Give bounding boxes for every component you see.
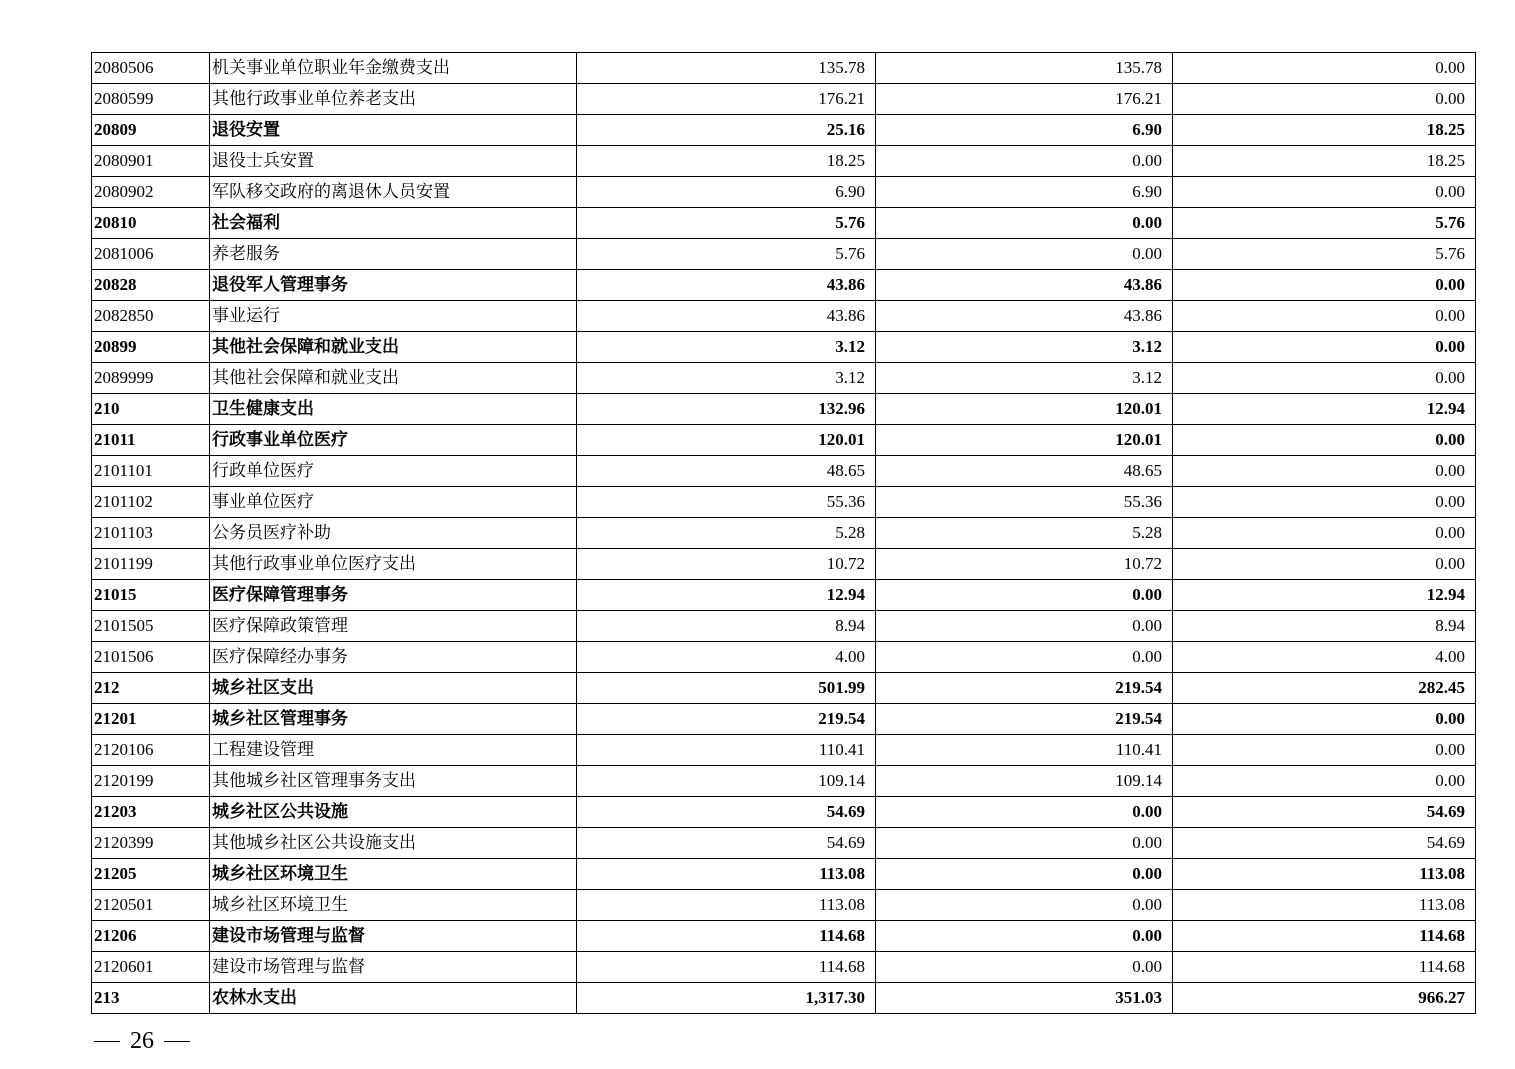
cell-name: 城乡社区支出 <box>210 673 577 704</box>
table-row <box>92 797 1476 828</box>
cell-basic: 0.00 <box>876 952 1173 983</box>
table-row <box>92 146 1476 177</box>
cell-project: 0.00 <box>1173 549 1476 580</box>
cell-code: 2082850 <box>92 301 210 332</box>
table-row <box>92 549 1476 580</box>
cell-total: 55.36 <box>577 487 876 518</box>
cell-basic: 0.00 <box>876 239 1173 270</box>
cell-total: 6.90 <box>577 177 876 208</box>
cell-basic: 0.00 <box>876 859 1173 890</box>
cell-total: 5.28 <box>577 518 876 549</box>
table-row <box>92 115 1476 146</box>
cell-total: 54.69 <box>577 828 876 859</box>
cell-name: 其他城乡社区管理事务支出 <box>210 766 577 797</box>
cell-name: 卫生健康支出 <box>210 394 577 425</box>
table-row <box>92 177 1476 208</box>
cell-basic: 55.36 <box>876 487 1173 518</box>
cell-total: 54.69 <box>577 797 876 828</box>
cell-name: 城乡社区公共设施 <box>210 797 577 828</box>
cell-basic: 0.00 <box>876 890 1173 921</box>
cell-project: 0.00 <box>1173 704 1476 735</box>
cell-name: 事业运行 <box>210 301 577 332</box>
cell-project: 0.00 <box>1173 518 1476 549</box>
cell-total: 135.78 <box>577 53 876 84</box>
table-row <box>92 859 1476 890</box>
table-row <box>92 766 1476 797</box>
cell-code: 2120199 <box>92 766 210 797</box>
cell-total: 43.86 <box>577 270 876 301</box>
cell-name: 其他城乡社区公共设施支出 <box>210 828 577 859</box>
cell-total: 114.68 <box>577 921 876 952</box>
cell-name: 城乡社区环境卫生 <box>210 859 577 890</box>
table-row <box>92 332 1476 363</box>
cell-code: 20899 <box>92 332 210 363</box>
cell-total: 10.72 <box>577 549 876 580</box>
cell-name: 其他行政事业单位医疗支出 <box>210 549 577 580</box>
cell-name: 工程建设管理 <box>210 735 577 766</box>
cell-name: 医疗保障管理事务 <box>210 580 577 611</box>
table-row <box>92 487 1476 518</box>
cell-name: 事业单位医疗 <box>210 487 577 518</box>
cell-project: 54.69 <box>1173 828 1476 859</box>
cell-total: 3.12 <box>577 363 876 394</box>
cell-project: 0.00 <box>1173 363 1476 394</box>
table-row <box>92 952 1476 983</box>
cell-project: 0.00 <box>1173 301 1476 332</box>
table-row <box>92 425 1476 456</box>
cell-code: 20828 <box>92 270 210 301</box>
cell-basic: 3.12 <box>876 363 1173 394</box>
cell-project: 114.68 <box>1173 921 1476 952</box>
cell-basic: 0.00 <box>876 921 1173 952</box>
cell-project: 113.08 <box>1173 859 1476 890</box>
cell-project: 114.68 <box>1173 952 1476 983</box>
cell-total: 12.94 <box>577 580 876 611</box>
table-row <box>92 301 1476 332</box>
footer-dash-right <box>164 1041 190 1042</box>
cell-project: 0.00 <box>1173 53 1476 84</box>
cell-total: 1,317.30 <box>577 983 876 1014</box>
cell-name: 其他社会保障和就业支出 <box>210 332 577 363</box>
table-row <box>92 890 1476 921</box>
cell-total: 3.12 <box>577 332 876 363</box>
cell-project: 282.45 <box>1173 673 1476 704</box>
table-row <box>92 735 1476 766</box>
cell-name: 其他行政事业单位养老支出 <box>210 84 577 115</box>
cell-basic: 0.00 <box>876 828 1173 859</box>
cell-code: 2101199 <box>92 549 210 580</box>
table-row <box>92 53 1476 84</box>
cell-project: 0.00 <box>1173 735 1476 766</box>
cell-total: 25.16 <box>577 115 876 146</box>
cell-code: 2101506 <box>92 642 210 673</box>
cell-total: 48.65 <box>577 456 876 487</box>
cell-code: 2080599 <box>92 84 210 115</box>
cell-total: 132.96 <box>577 394 876 425</box>
cell-basic: 43.86 <box>876 270 1173 301</box>
cell-basic: 0.00 <box>876 580 1173 611</box>
table-row <box>92 363 1476 394</box>
cell-code: 2101101 <box>92 456 210 487</box>
table-row <box>92 456 1476 487</box>
table-row <box>92 394 1476 425</box>
cell-project: 54.69 <box>1173 797 1476 828</box>
table-row <box>92 84 1476 115</box>
cell-code: 2120501 <box>92 890 210 921</box>
cell-total: 120.01 <box>577 425 876 456</box>
table-row <box>92 611 1476 642</box>
cell-code: 21201 <box>92 704 210 735</box>
cell-code: 2101505 <box>92 611 210 642</box>
cell-name: 退役安置 <box>210 115 577 146</box>
cell-basic: 0.00 <box>876 611 1173 642</box>
cell-project: 0.00 <box>1173 766 1476 797</box>
table-row <box>92 518 1476 549</box>
cell-project: 113.08 <box>1173 890 1476 921</box>
cell-name: 行政单位医疗 <box>210 456 577 487</box>
cell-project: 12.94 <box>1173 580 1476 611</box>
cell-total: 110.41 <box>577 735 876 766</box>
cell-project: 0.00 <box>1173 332 1476 363</box>
cell-basic: 176.21 <box>876 84 1173 115</box>
cell-basic: 351.03 <box>876 983 1173 1014</box>
cell-code: 210 <box>92 394 210 425</box>
table-row <box>92 642 1476 673</box>
cell-basic: 0.00 <box>876 797 1173 828</box>
cell-basic: 48.65 <box>876 456 1173 487</box>
page-footer <box>94 1024 190 1057</box>
cell-project: 0.00 <box>1173 270 1476 301</box>
cell-name: 其他社会保障和就业支出 <box>210 363 577 394</box>
cell-basic: 6.90 <box>876 177 1173 208</box>
cell-total: 18.25 <box>577 146 876 177</box>
cell-name: 行政事业单位医疗 <box>210 425 577 456</box>
cell-basic: 10.72 <box>876 549 1173 580</box>
cell-total: 5.76 <box>577 208 876 239</box>
cell-basic: 109.14 <box>876 766 1173 797</box>
page-number: 26 <box>130 1028 154 1055</box>
cell-name: 建设市场管理与监督 <box>210 921 577 952</box>
cell-name: 建设市场管理与监督 <box>210 952 577 983</box>
cell-total: 113.08 <box>577 859 876 890</box>
cell-total: 43.86 <box>577 301 876 332</box>
cell-name: 医疗保障政策管理 <box>210 611 577 642</box>
cell-basic: 6.90 <box>876 115 1173 146</box>
table-row <box>92 983 1476 1014</box>
cell-code: 2089999 <box>92 363 210 394</box>
cell-project: 0.00 <box>1173 456 1476 487</box>
cell-code: 20809 <box>92 115 210 146</box>
cell-basic: 120.01 <box>876 394 1173 425</box>
cell-project: 5.76 <box>1173 239 1476 270</box>
cell-basic: 219.54 <box>876 673 1173 704</box>
cell-project: 18.25 <box>1173 115 1476 146</box>
cell-basic: 3.12 <box>876 332 1173 363</box>
table-row <box>92 673 1476 704</box>
table-row <box>92 580 1476 611</box>
cell-basic: 43.86 <box>876 301 1173 332</box>
cell-code: 2080901 <box>92 146 210 177</box>
cell-total: 109.14 <box>577 766 876 797</box>
cell-name: 医疗保障经办事务 <box>210 642 577 673</box>
table-row <box>92 828 1476 859</box>
cell-name: 养老服务 <box>210 239 577 270</box>
cell-code: 21015 <box>92 580 210 611</box>
cell-name: 军队移交政府的离退休人员安置 <box>210 177 577 208</box>
cell-name: 公务员医疗补助 <box>210 518 577 549</box>
cell-project: 18.25 <box>1173 146 1476 177</box>
cell-total: 113.08 <box>577 890 876 921</box>
cell-code: 2101103 <box>92 518 210 549</box>
cell-code: 2080506 <box>92 53 210 84</box>
cell-project: 0.00 <box>1173 487 1476 518</box>
cell-name: 农林水支出 <box>210 983 577 1014</box>
cell-basic: 120.01 <box>876 425 1173 456</box>
cell-code: 2080902 <box>92 177 210 208</box>
cell-code: 21206 <box>92 921 210 952</box>
cell-project: 0.00 <box>1173 84 1476 115</box>
cell-total: 8.94 <box>577 611 876 642</box>
cell-name: 机关事业单位职业年金缴费支出 <box>210 53 577 84</box>
cell-total: 114.68 <box>577 952 876 983</box>
cell-project: 12.94 <box>1173 394 1476 425</box>
cell-total: 501.99 <box>577 673 876 704</box>
cell-project: 0.00 <box>1173 177 1476 208</box>
cell-project: 0.00 <box>1173 425 1476 456</box>
cell-project: 8.94 <box>1173 611 1476 642</box>
footer-dash-left <box>94 1041 120 1042</box>
cell-code: 2120106 <box>92 735 210 766</box>
cell-code: 2081006 <box>92 239 210 270</box>
cell-name: 城乡社区管理事务 <box>210 704 577 735</box>
cell-code: 21203 <box>92 797 210 828</box>
cell-name: 退役士兵安置 <box>210 146 577 177</box>
cell-project: 5.76 <box>1173 208 1476 239</box>
table-row <box>92 704 1476 735</box>
cell-basic: 110.41 <box>876 735 1173 766</box>
cell-code: 20810 <box>92 208 210 239</box>
cell-basic: 0.00 <box>876 642 1173 673</box>
cell-basic: 219.54 <box>876 704 1173 735</box>
cell-project: 966.27 <box>1173 983 1476 1014</box>
table-body <box>92 53 1476 1014</box>
budget-table <box>91 52 1476 1014</box>
cell-total: 219.54 <box>577 704 876 735</box>
cell-basic: 5.28 <box>876 518 1173 549</box>
cell-total: 4.00 <box>577 642 876 673</box>
cell-code: 213 <box>92 983 210 1014</box>
cell-code: 21011 <box>92 425 210 456</box>
table-row <box>92 921 1476 952</box>
cell-code: 2101102 <box>92 487 210 518</box>
cell-code: 2120399 <box>92 828 210 859</box>
cell-project: 4.00 <box>1173 642 1476 673</box>
cell-name: 社会福利 <box>210 208 577 239</box>
cell-total: 5.76 <box>577 239 876 270</box>
cell-basic: 135.78 <box>876 53 1173 84</box>
cell-name: 退役军人管理事务 <box>210 270 577 301</box>
cell-basic: 0.00 <box>876 208 1173 239</box>
table-row <box>92 270 1476 301</box>
cell-code: 2120601 <box>92 952 210 983</box>
cell-name: 城乡社区环境卫生 <box>210 890 577 921</box>
cell-code: 21205 <box>92 859 210 890</box>
table-row <box>92 208 1476 239</box>
cell-total: 176.21 <box>577 84 876 115</box>
cell-basic: 0.00 <box>876 146 1173 177</box>
table-row <box>92 239 1476 270</box>
cell-code: 212 <box>92 673 210 704</box>
